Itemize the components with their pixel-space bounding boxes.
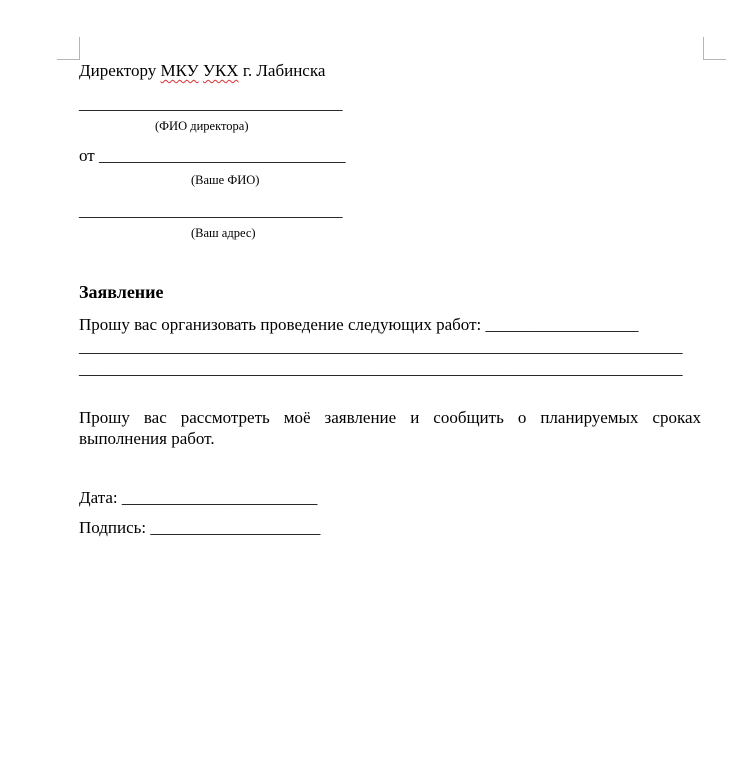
addressee-line: [79, 61, 325, 81]
signature-line: Подпись: ____________________: [79, 518, 321, 537]
request-paragraph: Прошу вас рассмотреть моё заявление и сообщить о планируемых сроках выполнения работ.: [79, 408, 701, 448]
request-blank-line-2: _______________________________________________________________________: [79, 359, 683, 378]
address-hint: (Ваш адрес): [191, 226, 256, 240]
spellcheck-word-org1[interactable]: МКУ: [160, 61, 199, 80]
request-line: Прошу вас организовать проведение следующих работ: __________________: [79, 315, 639, 334]
from-line: от _____________________________: [79, 146, 346, 165]
addressee-suffix: г. Лабинска: [238, 61, 326, 80]
address-blank: _______________________________: [79, 201, 343, 220]
date-line: Дата: _______________________: [79, 488, 318, 507]
margin-corner-top-right: [703, 37, 726, 60]
director-name-hint: (ФИО директора): [155, 119, 249, 133]
addressee-prefix: Директору: [79, 61, 161, 80]
document-title: Заявление: [79, 282, 164, 302]
request-blank-line-1: _______________________________________________________________________: [79, 337, 683, 356]
margin-corner-top-left: [57, 37, 80, 60]
spellcheck-word-org2[interactable]: УКХ: [202, 61, 239, 80]
director-name-blank: _______________________________: [79, 94, 343, 113]
name-hint: (Ваше ФИО): [191, 173, 260, 187]
